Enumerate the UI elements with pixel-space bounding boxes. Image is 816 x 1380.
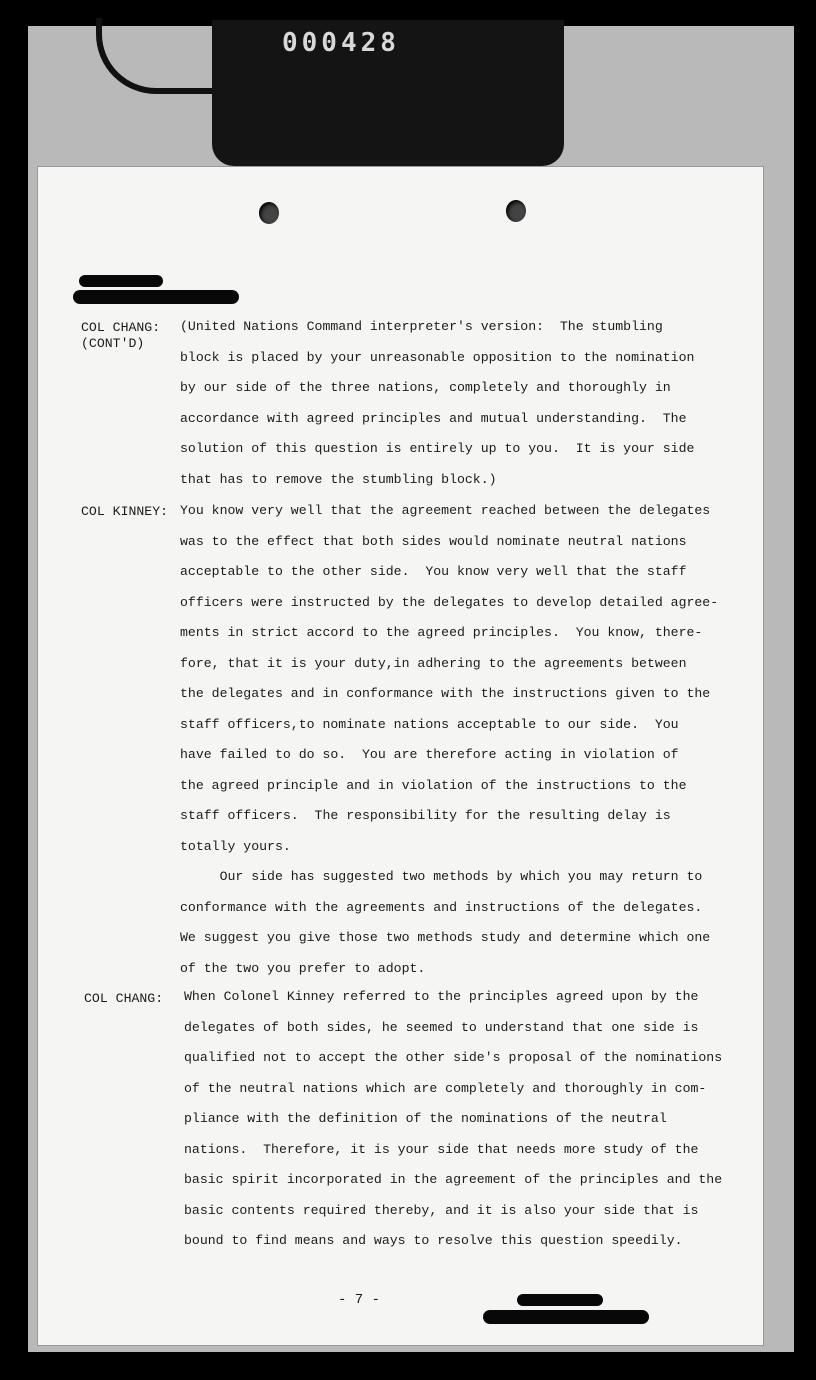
redaction-bar [483, 1310, 649, 1324]
redaction-bar [517, 1294, 603, 1306]
frame-counter-digits: 000428 [282, 28, 400, 58]
speaker-label: COL CHANG: (CONT'D) [81, 320, 161, 351]
speech-text: When Colonel Kinney referred to the principles agreed upon by the delegates of both sides, he seemed to understand that one side is qualified not to accept the other side's proposal of the nominations of the neutral nations which are completely and thoroughly in com- pliance with the definition of the nominations of the neutral nations. Therefore, it is your side that needs more study of the basic spirit incorporated in the agreement of the principles and the basic contents required thereby, and it is also your side that is bound to find means and ways to resolve this question speedily. [184, 989, 723, 1248]
punch-hole-right [506, 200, 526, 222]
page-number: - 7 - [338, 1292, 381, 1308]
speech-text: You know very well that the agreement reached between the delegates was to the effect that both sides would nominate neutral nations acceptable to the other side. You know very well that the staff officers were instructed by the delegates to develop detailed agree- ments in strict accord to the agreed principles. You know, there- fore, that it is your duty,in adhering to the agreements between the delegates and in conformance with the instructions given to the staff officers,to nominate nations acceptable to our side. You have failed to do so. You are therefore acting in violation of the agreed principle and in violation of the instructions to the staff officers. The responsibility for the resulting delay is totally yours. Our side has suggested two methods by which you may return to conformance with the agreements and instructions of the delegates. We suggest you give those two methods study and determine which one of the two you prefer to adopt. [180, 503, 719, 976]
punch-hole-left [259, 202, 279, 224]
speaker-label: COL KINNEY: [81, 504, 169, 519]
document-page [37, 166, 764, 1346]
redaction-bar [79, 275, 163, 287]
speech-text: (United Nations Command interpreter's version: The stumbling block is placed by your unreasonable opposition to the nomination by our side of the three nations, completely and thoroughly in accordance with agreed principles and mutual understanding. The solution of this question is entirely up to you. It is your side that has to remove the stumbling block.) [180, 319, 695, 487]
speaker-label: COL CHANG: [84, 991, 164, 1006]
redaction-bar [73, 290, 239, 304]
